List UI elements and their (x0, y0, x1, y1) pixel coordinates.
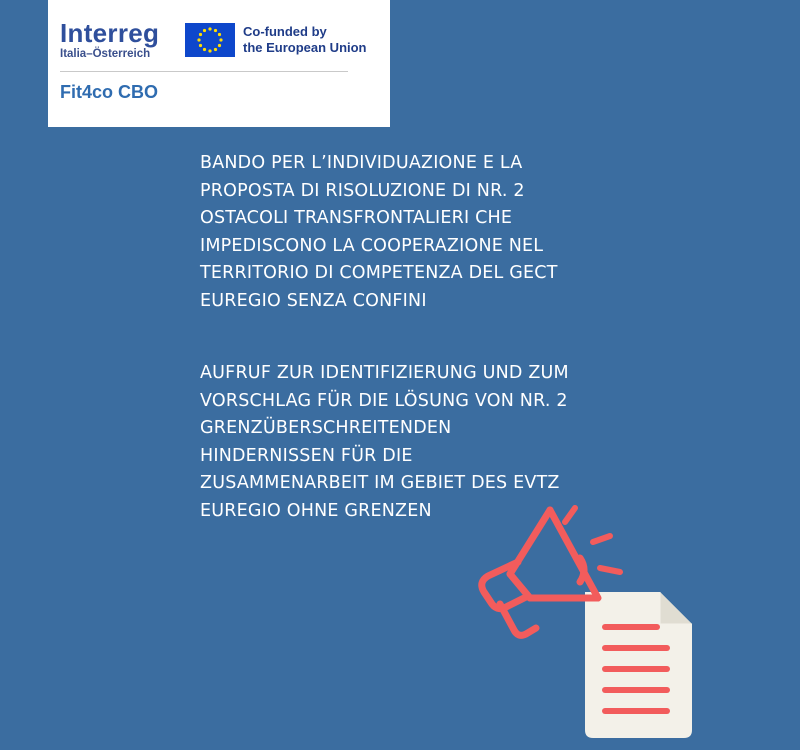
eu-flag-icon (185, 23, 235, 57)
italian-announcement: BANDO PER L’INDIVIDUAZIONE E LA PROPOSTA DI RISOLUZIONE DI NR. 2 OSTACOLI TRANSFRONTALIERI CHE IMPEDISCONO LA COOPERAZIONE NEL TERRITORIO DI COMPETENZA DEL GECT EUREGIO SENZA CONFINI (200, 153, 558, 311)
logo-card (48, 0, 390, 127)
german-announcement: AUFRUF ZUR IDENTIFIZIERUNG UND ZUM VORSCHLAG FÜR DIE LÖSUNG VON NR. 2 GRENZÜBERSCHREITENDEN HINDERNISSEN FÜR DIE ZUSAMMENARBEIT IM GEBIET DES EVTZ EUREGIO OHNE GRENZEN (200, 363, 569, 521)
brand-region: Italia–Österreich (60, 48, 151, 60)
document-icon (585, 592, 692, 738)
eu-line-2: the European Union (243, 40, 367, 55)
project-name: Fit4co CBO (60, 82, 159, 102)
interreg-logo (60, 20, 159, 60)
megaphone-icon (482, 510, 598, 635)
eu-line-1: Co-funded by (243, 24, 327, 39)
card-divider (60, 71, 348, 72)
megaphone-document-illustration (470, 500, 800, 750)
brand-name: Interreg (60, 18, 160, 48)
eu-cofunded-text (243, 24, 367, 56)
sound-lines (565, 508, 620, 572)
